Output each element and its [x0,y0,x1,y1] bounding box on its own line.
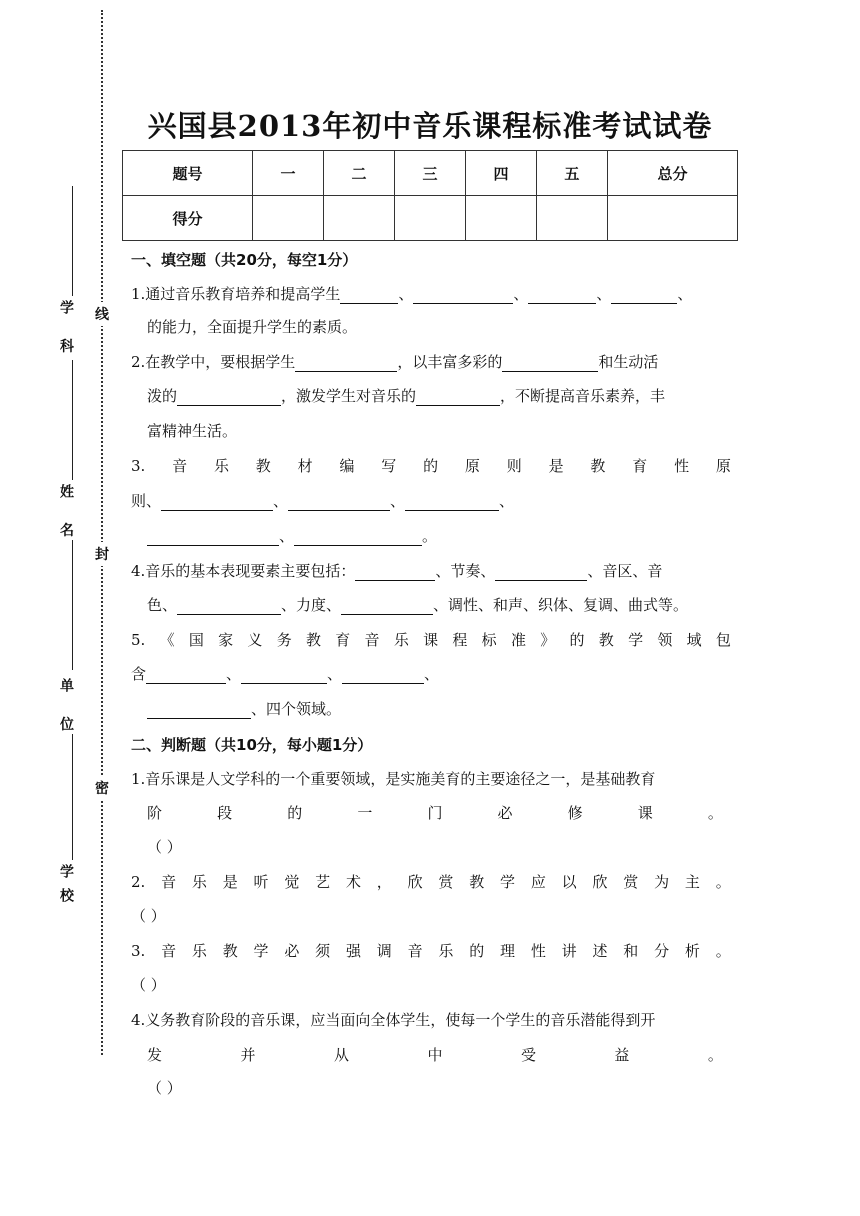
score-cell[interactable] [465,196,536,241]
answer-blank[interactable] [340,287,398,304]
seal-mi: 密 [95,776,109,800]
answer-blank[interactable] [295,355,397,372]
answer-blank[interactable] [342,667,424,684]
row-label-cell: 得分 [123,196,253,241]
answer-blank[interactable] [177,389,281,406]
score-cell[interactable] [395,196,466,241]
section2-heading: 二、判断题（共10分，每小题1分） [131,736,373,754]
header-cell: 四 [465,151,536,196]
name-label: 姓 名 [58,484,74,547]
school-label: 学校 [58,864,74,912]
s1-q4-line1: 4.音乐的基本表现要素主要包括： 、节奏、 、音区、音 [131,562,663,580]
score-cell[interactable] [607,196,737,241]
s2-q4-answer-paren[interactable]: （ ） [147,1079,182,1097]
score-cell[interactable] [536,196,607,241]
header-cell: 总分 [607,151,737,196]
answer-blank[interactable] [528,287,596,304]
answer-blank[interactable] [294,529,422,546]
s2-q4-line1: 4.义务教育阶段的音乐课，应当面向全体学生，使每一个学生的音乐潜能得到开 [131,1011,656,1029]
answer-blank[interactable] [611,287,677,304]
header-cell: 一 [253,151,324,196]
s1-q2-line1: 2.在教学中，要根据学生 ，以丰富多彩的 和生动活 [131,353,659,371]
answer-blank[interactable] [241,667,327,684]
s1-q2-line2: 泼的 ，激发学生对音乐的 ，不断提高音乐素养，丰 [147,387,666,405]
score-table-header-row [123,151,738,196]
header-cell: 二 [324,151,395,196]
s1-q1-line2: 的能力，全面提升学生的素质。 [147,318,358,336]
subject-field[interactable] [72,186,73,296]
score-table-score-row [123,196,738,241]
seal-feng: 封 [95,542,109,566]
s1-q2-line3: 富精神生活。 [147,422,238,440]
answer-blank[interactable] [177,598,281,615]
answer-blank[interactable] [416,389,500,406]
section1-heading: 一、填空题（共20分，每空1分） [131,251,358,269]
binding-dotted-line [101,10,103,1055]
school-field[interactable] [72,734,73,860]
answer-blank[interactable] [161,494,273,511]
s2-q2-line1: 2. 音 乐 是 听 觉 艺 术 ， 欣 赏 教 学 应 以 欣 赏 为 主 。 [131,873,731,891]
s2-q2-answer-paren[interactable]: （ ） [131,907,166,925]
answer-blank[interactable] [147,702,251,719]
answer-blank[interactable] [341,598,433,615]
s2-q4-line2: 发 并 从 中 受 益 。 [147,1046,723,1064]
name-field[interactable] [72,360,73,480]
header-cell: 五 [536,151,607,196]
answer-blank[interactable] [288,494,390,511]
exam-title: 兴国县2013年初中音乐课程标准考试试卷 [147,109,713,143]
answer-blank[interactable] [405,494,499,511]
s1-q5-line3: 、四个领域。 [147,699,747,719]
subject-label: 学 科 [58,300,74,363]
s1-q3-line2: 则、 、 、 、 [131,492,515,510]
header-cell: 三 [395,151,466,196]
answer-blank[interactable] [502,355,598,372]
score-cell[interactable] [253,196,324,241]
s2-q3-answer-paren[interactable]: （ ） [131,976,166,994]
score-table [122,150,738,241]
answer-blank[interactable] [146,667,226,684]
s1-q5-line2: 含 、 、 、 [131,665,440,683]
answer-blank[interactable] [147,529,279,546]
unit-label: 单 位 [58,678,74,741]
s2-q1-line2: 阶 段 的 一 门 必 修 课 。 [147,804,723,822]
s2-q3-line1: 3. 音 乐 教 学 必 须 强 调 音 乐 的 理 性 讲 述 和 分 析 。 [131,942,731,960]
header-cell: 题号 [123,151,253,196]
answer-blank[interactable] [413,287,513,304]
score-cell[interactable] [324,196,395,241]
unit-field[interactable] [72,540,73,670]
s2-q1-answer-paren[interactable]: （ ） [147,838,182,856]
s1-q3-line1: 3. 音 乐 教 材 编 写 的 原 则 是 教 育 性 原 [131,457,731,475]
s1-q1-line1: 1.通过音乐教育培养和提高学生 、 、 、 、 [131,285,693,303]
s1-q3-line3: 、 。 [147,526,747,546]
s1-q4-line2: 色、 、力度、 、调性、和声、织体、复调、曲式等。 [147,596,689,614]
answer-blank[interactable] [355,564,435,581]
seal-xian: 线 [95,302,109,326]
s1-q5-line1: 5. 《 国 家 义 务 教 育 音 乐 课 程 标 准 》 的 教 学 领 域 包 [131,631,731,649]
s2-q1-line1: 1.音乐课是人文学科的一个重要领域，是实施美育的主要途径之一，是基础教育 [131,770,656,788]
answer-blank[interactable] [495,564,587,581]
